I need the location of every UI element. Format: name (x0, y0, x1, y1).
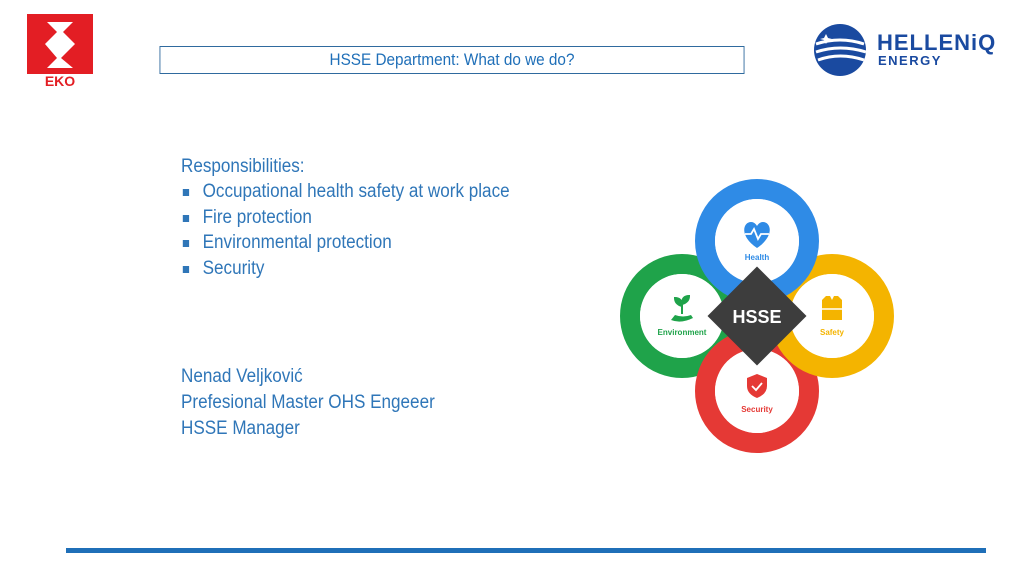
responsibilities-list (181, 179, 546, 281)
person-role: HSSE Manager (181, 418, 300, 439)
health-label: Health (744, 253, 770, 262)
person-name: Nenad Veljković (181, 366, 303, 387)
safety-label: Safety (819, 328, 845, 337)
bottom-divider (66, 548, 986, 553)
bullet-icon (183, 189, 189, 196)
bullet-icon (183, 215, 189, 222)
list-item: Occupational health safety at work place (181, 179, 510, 205)
bullet-icon (183, 266, 189, 273)
helleniq-sub: ENERGY (878, 53, 942, 68)
eko-logo-text: EKO (44, 73, 76, 88)
responsibilities-block (181, 154, 546, 281)
security-label: Security (741, 405, 773, 414)
environment-label: Environment (657, 328, 707, 337)
hsse-diagram (619, 178, 895, 454)
page-title (160, 46, 745, 74)
helleniq-emblem-icon (812, 22, 872, 78)
list-item: Security (181, 256, 510, 282)
page-title-text: HSSE Department: What do we do? (329, 50, 575, 69)
list-item: Fire protection (181, 205, 510, 231)
eko-logo (27, 14, 93, 88)
center-label: HSSE (732, 307, 782, 327)
person-title: Prefesional Master OHS Engeeer (181, 392, 435, 413)
bullet-icon (183, 240, 189, 247)
helleniq-name: HELLENiQ (877, 30, 997, 55)
list-item: Environmental protection (181, 230, 510, 256)
responsibilities-heading: Responsibilities: (181, 156, 305, 177)
helleniq-logo (812, 22, 1007, 78)
person-block (181, 364, 463, 442)
